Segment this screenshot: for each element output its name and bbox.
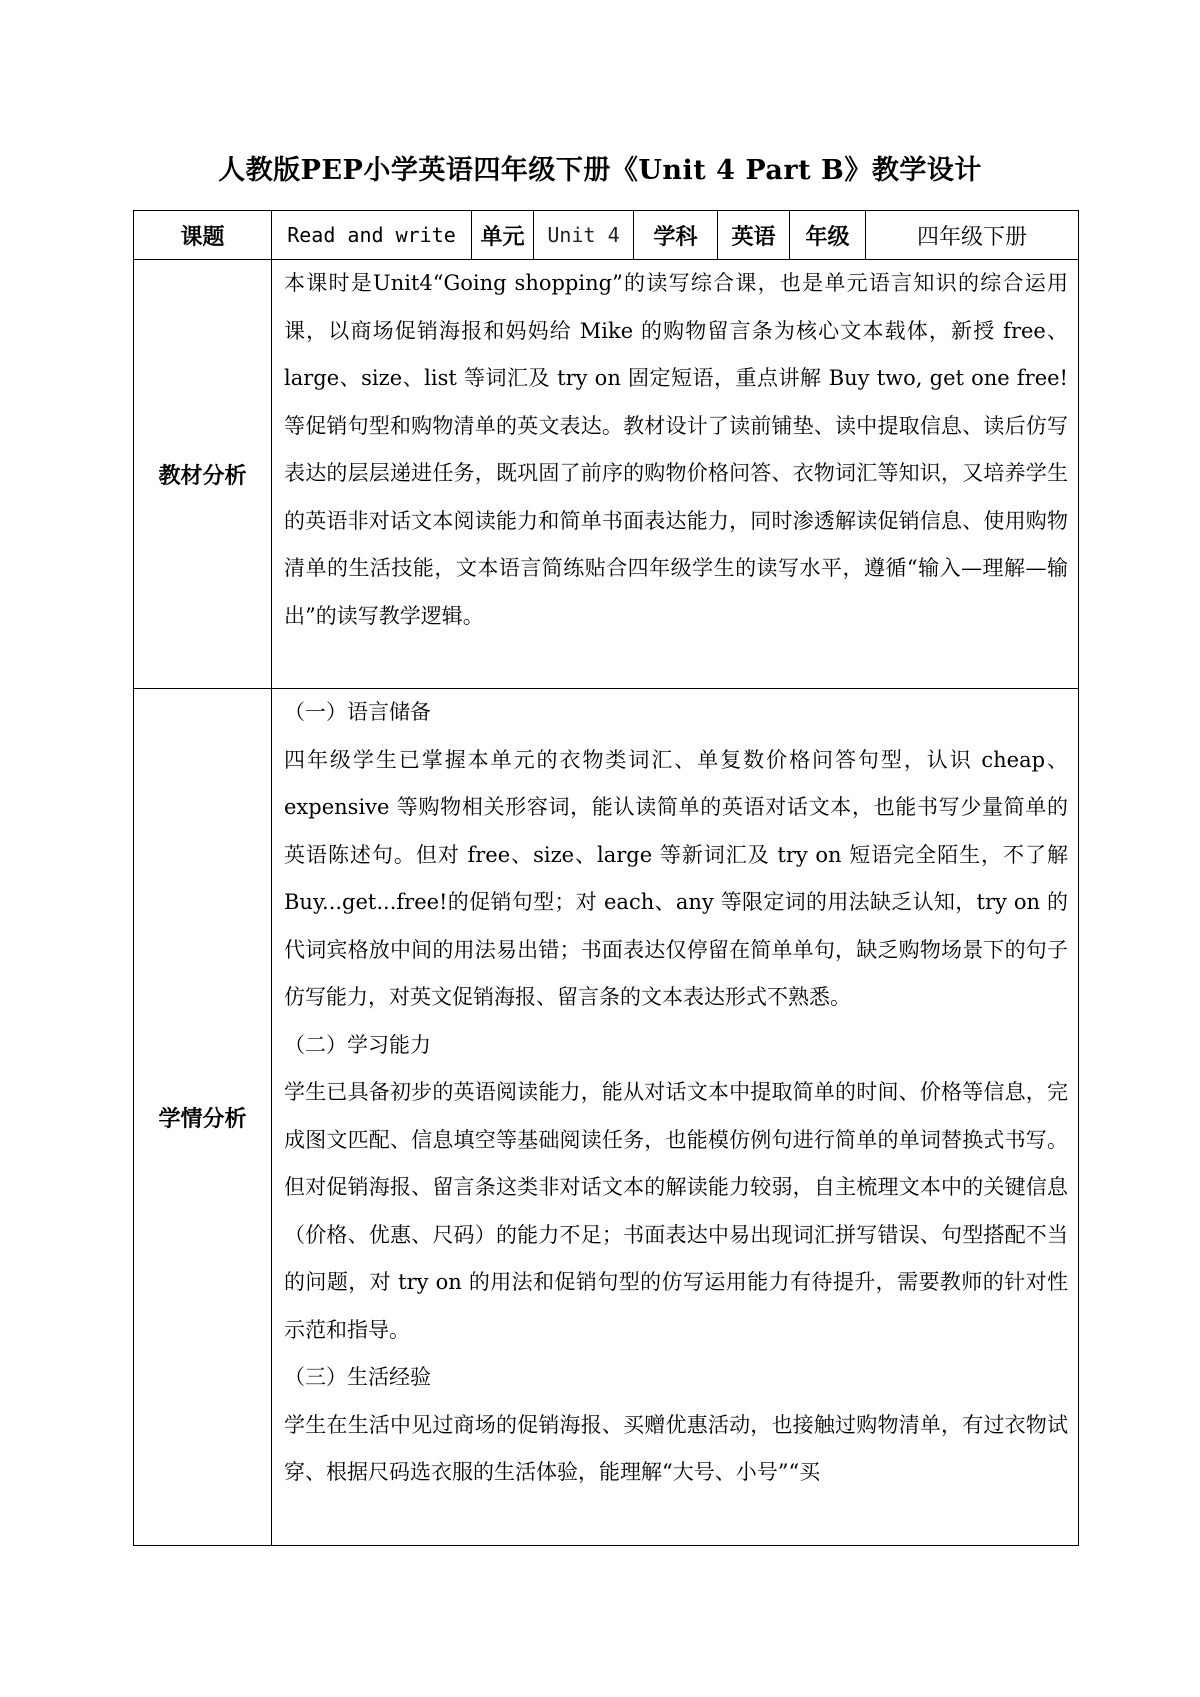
material-analysis-row (134, 260, 1079, 689)
grade-value: 四年级下册 (866, 211, 1079, 260)
material-analysis-text (272, 260, 1079, 689)
subject-value: 英语 (718, 211, 790, 260)
header-row (134, 211, 1079, 260)
page-title: 人教版PEP小学英语四年级下册《Unit 4 Part B》教学设计 (218, 155, 982, 186)
lesson-plan-table (133, 210, 1079, 1546)
section-text-ability: 学生已具备初步的英语阅读能力，能从对话文本中提取简单的时间、价格等信息，完成图文匹配、信息填空等基础阅读任务，也能模仿例句进行简单的单词替换式书写。但对促销海报、留言条这类非对话文本的解读能力较弱，自主梳理文本中的关键信息（价格、优惠、尺码）的能力不足；书面表达中易出现词汇拼写错误、句型搭配不当的问题，对 try on 的用法和促销句型的仿写运用能力有待提升，需要教师的针对性示范和指导。 (284, 1080, 1068, 1342)
topic-value: Read and write (272, 211, 472, 260)
grade-label: 年级 (790, 211, 866, 260)
material-analysis-paragraph: 本课时是Unit4“Going shopping”的读写综合课，也是单元语言知识的综合运用课，以商场促销海报和妈妈给 Mike 的购物留言条为核心文本载体，新授 free、large、size、list 等词汇及 try on 固定短语，重点讲解 Buy two, get one free! 等促销句型和购物清单的英文表达。教材设计了读前铺垫、读中提取信息、读后仿写表达的层层递进任务，既巩固了前序的购物价格问答、衣物词汇等知识，又培养学生的英语非对话文本阅读能力和简单书面表达能力，同时渗透解读促销信息、使用购物清单的生活技能，文本语言简练贴合四年级学生的读写水平，遵循“输入—理解—输出”的读写教学逻辑。 (284, 271, 1068, 628)
learner-analysis-text (272, 689, 1079, 1546)
section-text-language: 四年级学生已掌握本单元的衣物类词汇、单复数价格问答句型，认识 cheap、expensive 等购物相关形容词，能认读简单的英语对话文本，也能书写少量简单的英语陈述句。但对 free、size、large 等新词汇及 try on 短语完全陌生，不了解 Buy...get...free!的促销句型；对 each、any 等限定词的用法缺乏认知，try on 的代词宾格放中间的用法易出错；书面表达仅停留在简单单句，缺乏购物场景下的句子仿写能力，对英文促销海报、留言条的文本表达形式不熟悉。 (284, 747, 1068, 1009)
learner-analysis-row (134, 689, 1079, 1546)
section-heading-experience: （三）生活经验 (284, 1365, 431, 1389)
topic-label: 课题 (134, 211, 272, 260)
subject-label: 学科 (634, 211, 718, 260)
section-text-experience: 学生在生活中见过商场的促销海报、买赠优惠活动，也接触过购物清单，有过衣物试穿、根据尺码选衣服的生活体验，能理解“大号、小号”“买 (284, 1412, 1068, 1484)
section-heading-ability: （二）学习能力 (284, 1032, 431, 1057)
learner-analysis-label: 学情分析 (134, 689, 272, 1546)
section-heading-language: （一）语言储备 (284, 700, 431, 724)
unit-label: 单元 (472, 211, 534, 260)
unit-value: Unit 4 (534, 211, 634, 260)
material-analysis-label: 教材分析 (134, 260, 272, 689)
